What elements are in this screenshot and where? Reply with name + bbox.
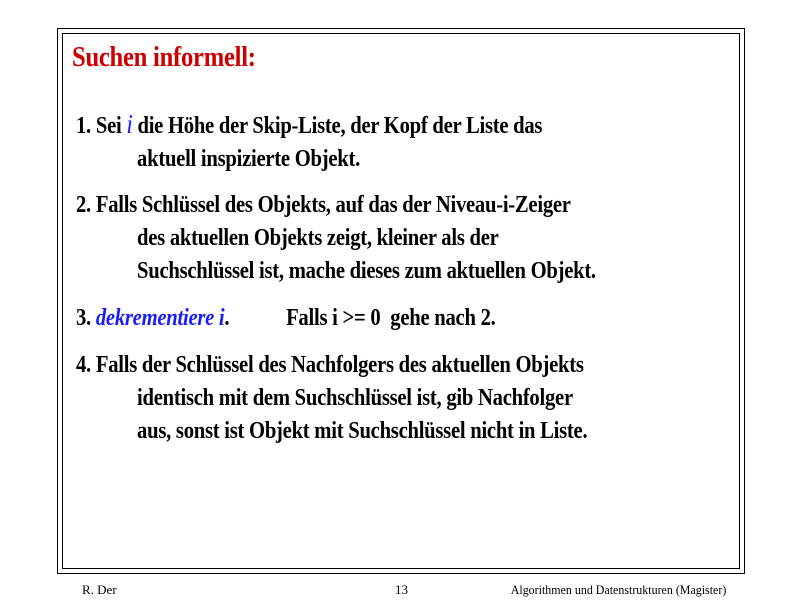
step-3-line-1 [76,302,496,335]
step-2-line-2: des aktuellen Objekts zeigt, kleiner als der [137,225,499,251]
step-4-line-2: identisch mit dem Suchschlüssel ist, gib Nachfolger [137,385,573,411]
step-3-action: dekrementiere i [95,305,225,331]
step-1 [76,108,542,176]
slide-title: Suchen informell: [72,42,256,73]
step-1-line-1 [76,108,542,143]
step-1-line-2: aktuell inspizierte Objekt. [137,146,360,172]
step-1-variable: i [126,109,133,139]
step-4-line-3: aus, sonst ist Objekt mit Suchschlüssel nicht in Liste. [137,418,588,444]
footer-author: R. Der [82,582,117,597]
step-1-number: 1. Sei [76,113,122,139]
step-2-line-1: 2. Falls Schlüssel des Objekts, auf das der Niveau-i-Zeiger [76,192,571,218]
step-1-text: die Höhe der Skip-Liste, der Kopf der Liste das [137,113,543,139]
step-2 [76,189,596,288]
step-3-punct: . [224,305,230,331]
step-2-line-3: Suchschlüssel ist, mache dieses zum aktuellen Objekt. [137,258,596,284]
footer-course-title: Algorithmen und Datenstrukturen (Magister) [510,582,726,597]
step-3-condition: Falls i >= 0 gehe nach 2. [286,305,496,331]
step-3-number: 3. [76,305,91,331]
step-4-line-1: 4. Falls der Schlüssel des Nachfolgers des aktuellen Objekts [76,352,584,378]
step-4 [76,349,587,448]
step-3 [76,302,496,335]
footer-page-number: 13 [395,582,408,597]
